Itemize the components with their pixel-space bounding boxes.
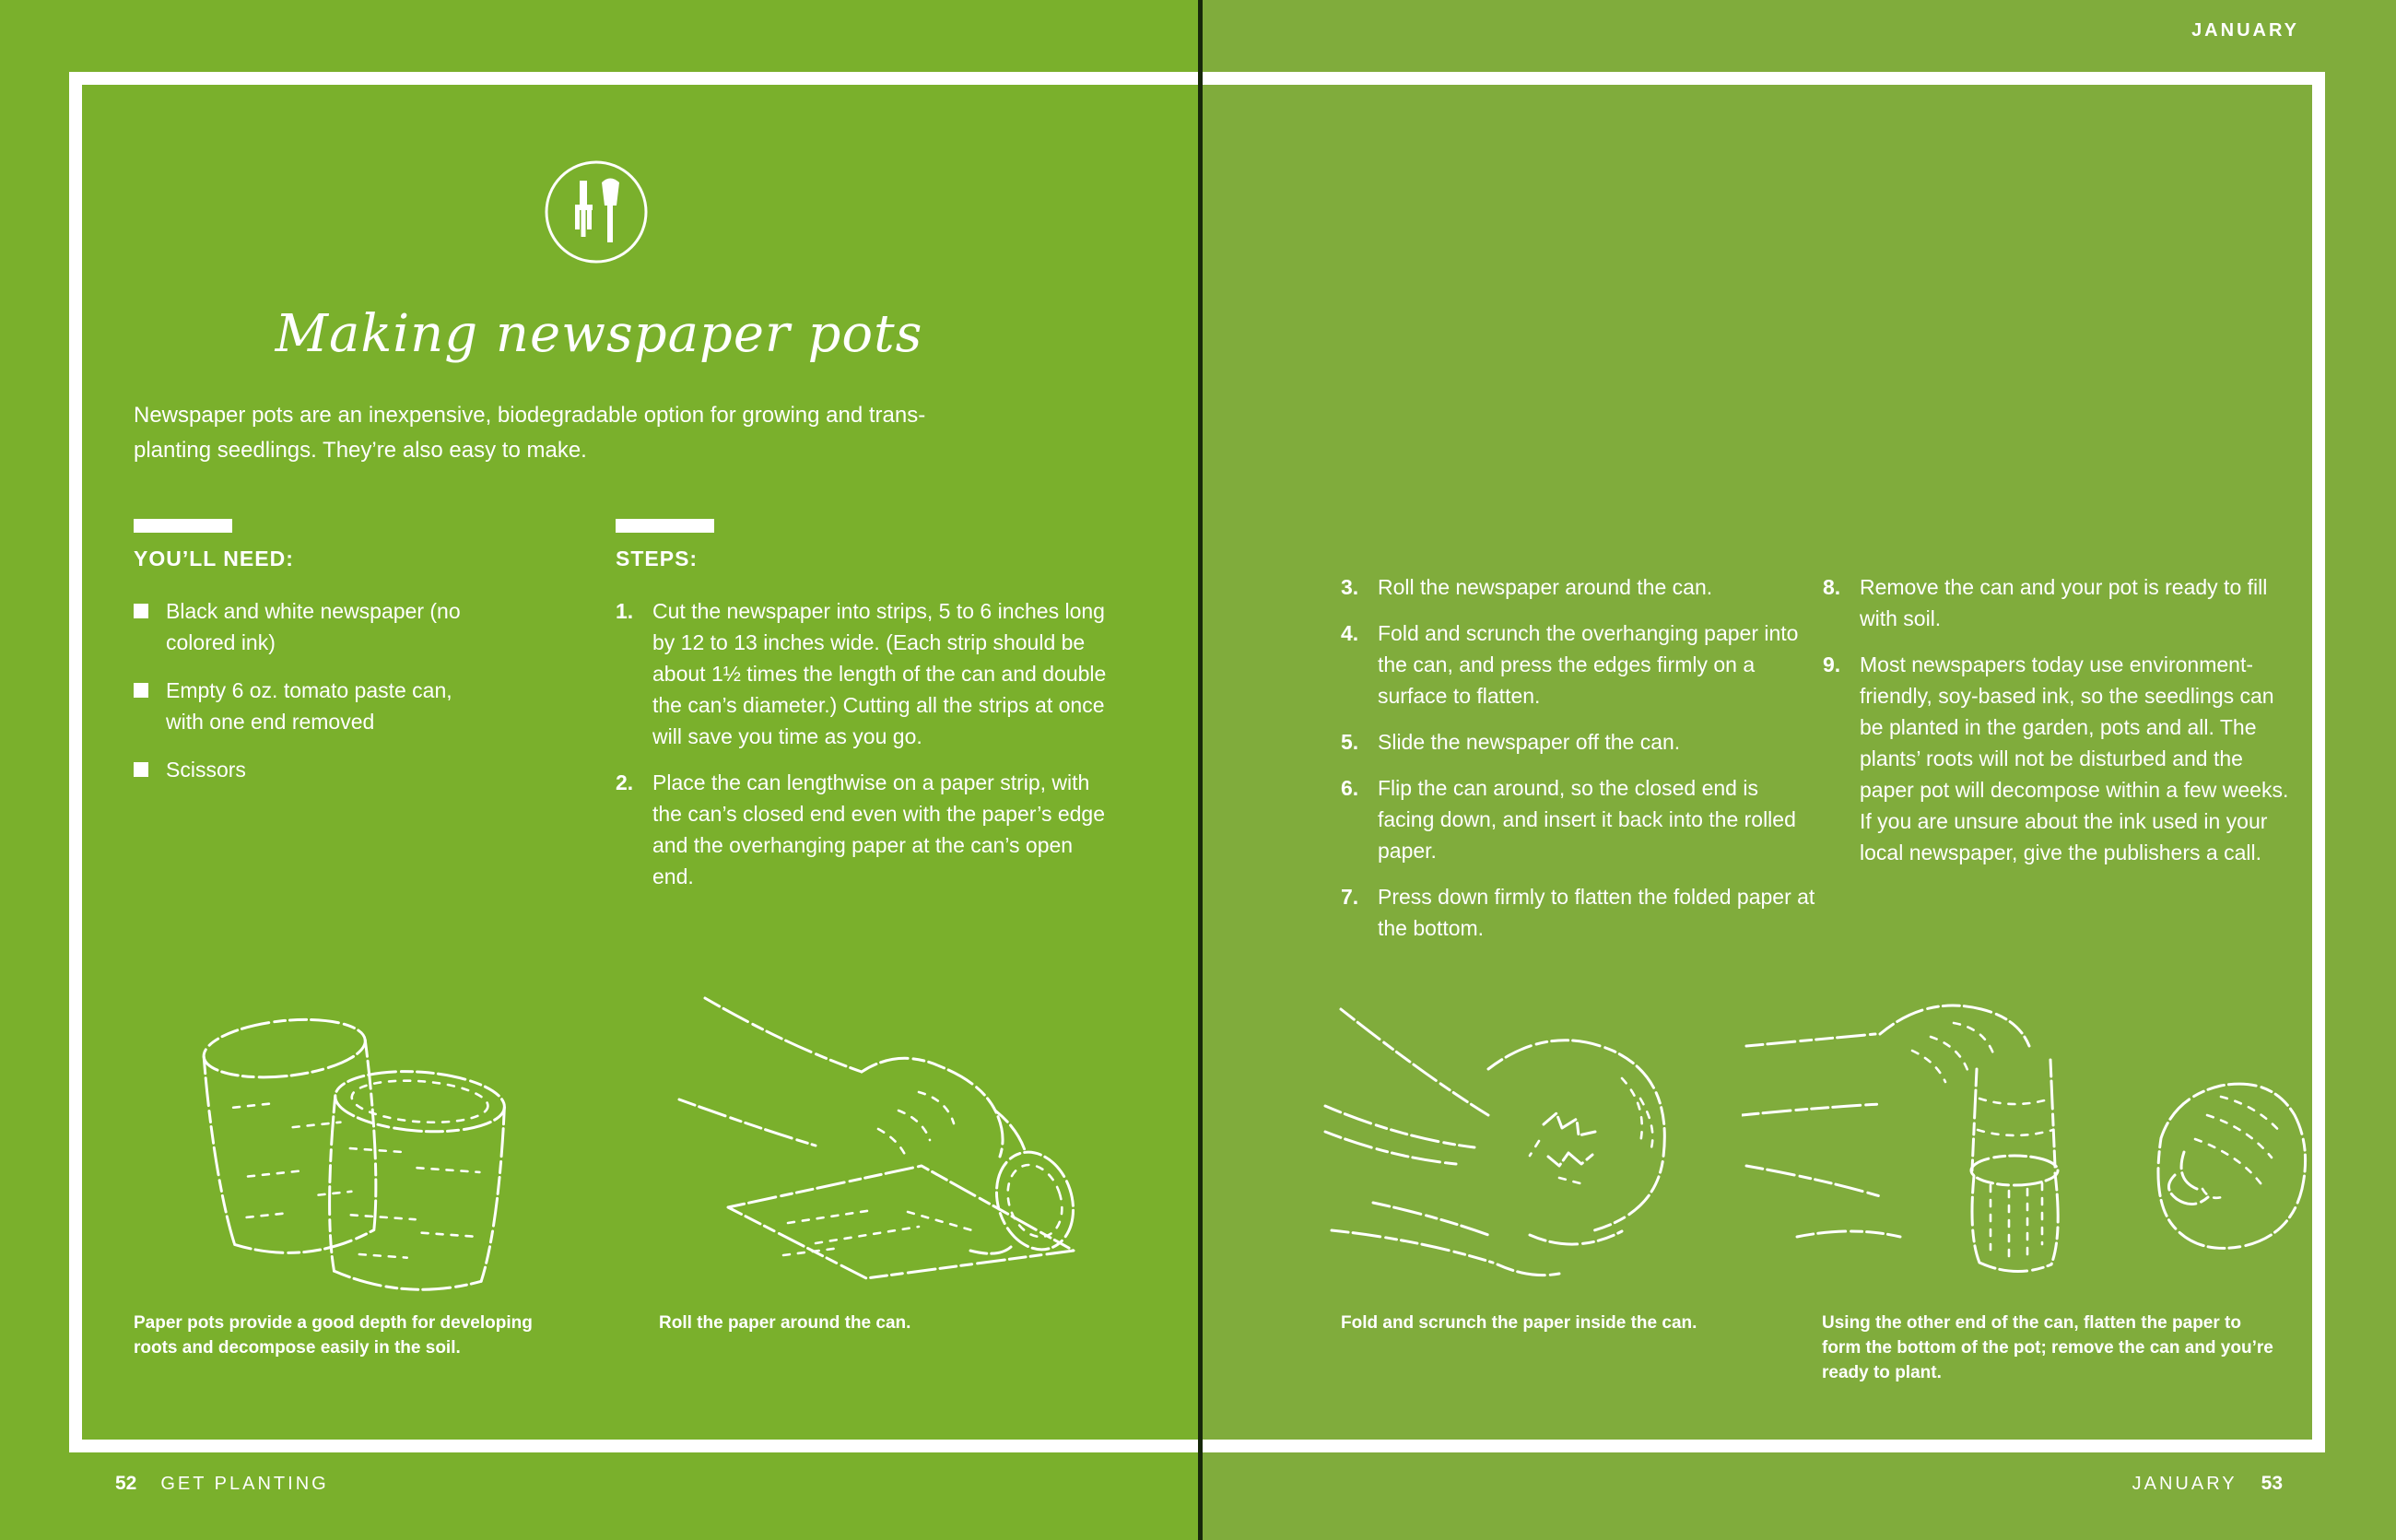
- caption-fold: Fold and scrunch the paper inside the can.: [1341, 1313, 1697, 1333]
- step-number: 6.: [1341, 776, 1359, 800]
- step-text: Most newspapers today use environment-friendly, soy-based ink, so the seedlings can be planted in the garden, pots and all. The plants’ roots will not be disturbed and the paper pot will decompose within a few weeks. If you are unsure about the ink used in your local newspaper, give the publishers a call.: [1860, 652, 2289, 864]
- scrunching-paper-illustration: [1318, 958, 1696, 1290]
- step-number: 3.: [1341, 575, 1359, 599]
- step-number: 1.: [616, 599, 634, 623]
- list-item-text: Scissors: [166, 758, 246, 782]
- step-number: 9.: [1823, 652, 1841, 676]
- step-item: [616, 595, 1118, 752]
- step-item: [1341, 772, 1820, 866]
- footer-section-label: GET PLANTING: [160, 1474, 329, 1494]
- step-number: 5.: [1341, 730, 1359, 754]
- list-item: [134, 675, 493, 737]
- rolling-paper-illustration: [677, 982, 1092, 1286]
- step-number: 2.: [616, 770, 634, 794]
- paper-pots-illustration: [184, 991, 516, 1295]
- steps-section-final: [1823, 571, 2302, 883]
- flattening-pot-illustration: [1742, 958, 2308, 1295]
- list-item: [134, 595, 493, 658]
- garden-tools-icon: [543, 159, 650, 265]
- page-gutter: [1198, 0, 1203, 1540]
- step-text: Cut the newspaper into strips, 5 to 6 inches long by 12 to 13 inches wide. (Each strip should be about 1½ times the length of the can and double the can’s diameter.) Cutting all the strips at once will save you time as you go.: [652, 599, 1107, 748]
- page-number-left: 52: [115, 1473, 137, 1494]
- materials-list: [134, 595, 493, 785]
- square-bullet-icon: [134, 604, 148, 618]
- footer-left: [115, 1473, 329, 1495]
- step-item: [1341, 571, 1820, 603]
- step-text: Roll the newspaper around the can.: [1378, 575, 1713, 599]
- materials-section: [134, 519, 493, 802]
- step-item: [1341, 726, 1820, 758]
- step-number: 4.: [1341, 621, 1359, 645]
- list-item-text: Black and white newspaper (no colored ink): [166, 599, 461, 654]
- step-item: [1341, 617, 1820, 711]
- steps-section: [616, 519, 1118, 907]
- page-number-right: 53: [2261, 1473, 2283, 1494]
- caption-roll: Roll the paper around the can.: [659, 1313, 911, 1333]
- step-item: [1823, 649, 2302, 868]
- footer-right: [2132, 1473, 2283, 1495]
- page-title: Making newspaper pots: [275, 304, 923, 364]
- running-head-month: JANUARY: [2191, 20, 2299, 41]
- square-bullet-icon: [134, 762, 148, 777]
- step-item: [1823, 571, 2302, 634]
- caption-paper-pots: Paper pots provide a good depth for developing roots and decompose easily in the soil.: [134, 1313, 533, 1358]
- section-rule: [134, 519, 232, 533]
- step-item: [1341, 881, 1820, 944]
- step-item: [616, 767, 1118, 892]
- caption-flatten: Using the other end of the can, flatten the paper to form the bottom of the pot; remove the can and you’re ready to plant.: [1822, 1313, 2273, 1382]
- step-text: Remove the can and your pot is ready to fill with soil.: [1860, 575, 2268, 630]
- step-text: Flip the can around, so the closed end is facing down, and insert it back into the rolled paper.: [1378, 776, 1796, 863]
- steps-section-continued: [1341, 571, 1820, 958]
- step-text: Press down firmly to flatten the folded paper at the bottom.: [1378, 885, 1815, 940]
- step-number: 8.: [1823, 575, 1841, 599]
- intro-paragraph: [134, 398, 1092, 468]
- square-bullet-icon: [134, 683, 148, 698]
- list-item: [134, 754, 493, 785]
- step-text: Slide the newspaper off the can.: [1378, 730, 1681, 754]
- intro-line-1: Newspaper pots are an inexpensive, biodegradable option for growing and trans-: [134, 403, 926, 428]
- footer-month-label: JANUARY: [2132, 1474, 2237, 1494]
- intro-line-2: planting seedlings. They’re also easy to make.: [134, 438, 587, 463]
- materials-heading: YOU’LL NEED:: [134, 547, 294, 570]
- steps-heading: STEPS:: [616, 547, 699, 570]
- section-rule: [616, 519, 714, 533]
- list-item-text: Empty 6 oz. tomato paste can, with one end removed: [166, 678, 452, 734]
- step-number: 7.: [1341, 885, 1359, 909]
- step-text: Place the can lengthwise on a paper strip, with the can’s closed end even with the paper’s edge and the overhanging paper at the can’s open end.: [652, 770, 1106, 888]
- step-text: Fold and scrunch the overhanging paper into the can, and press the edges firmly on a surface to flatten.: [1378, 621, 1799, 708]
